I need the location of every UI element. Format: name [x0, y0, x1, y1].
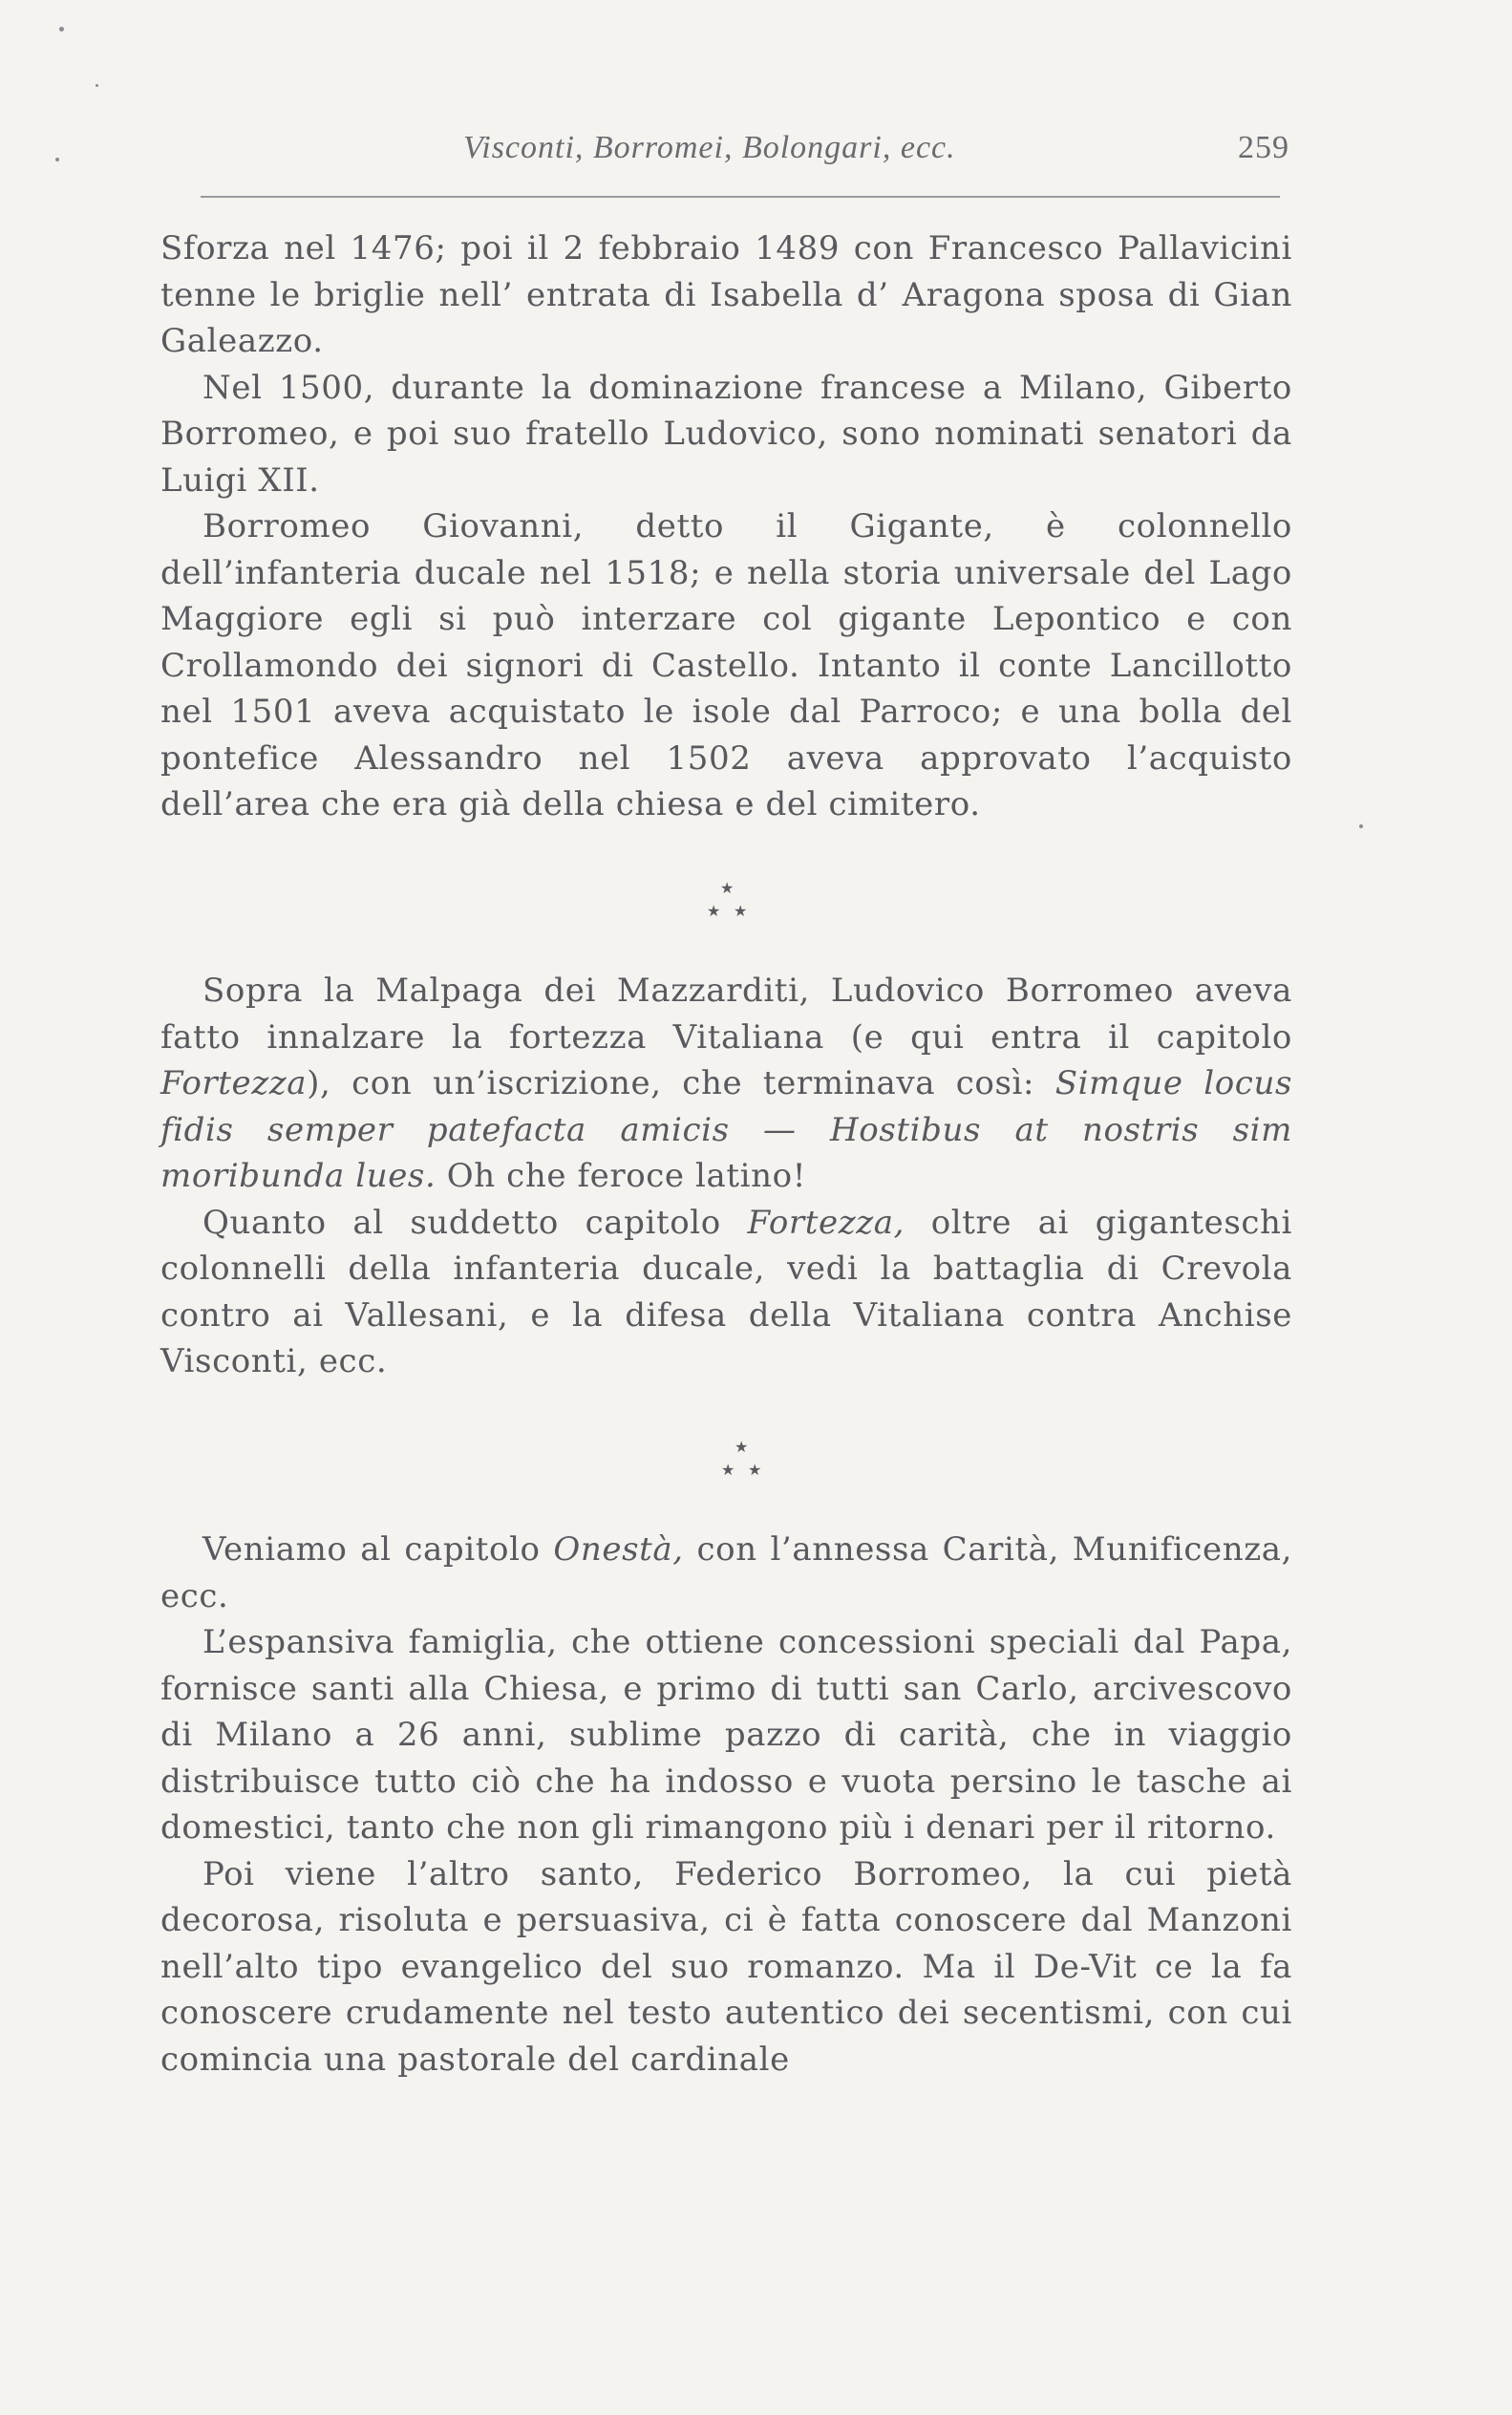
paper-speck: [59, 27, 64, 32]
paper-speck: [1359, 824, 1363, 828]
asterism-star: ★: [734, 902, 748, 920]
text-run: Quanto al suddetto capitolo: [202, 1203, 748, 1242]
paper-speck: [96, 84, 98, 87]
italic-term: Fortezza,: [747, 1203, 905, 1242]
page-number: 259: [1238, 130, 1289, 165]
asterism-star: ★: [748, 1461, 762, 1479]
paragraph: L’espansiva famiglia, che ottiene concessioni speciali dal Papa, fornisce santi alla Chiesa, e primo di tutti san Carlo, arcivescovo di Milano a 26 anni, sublime pazzo di carità, che in viaggio distribuisce tutto ciò che ha indosso e vuota persino le tasche ai domestici, tanto che non gli rimangono più i denari per il ritorno.: [160, 1623, 1292, 1847]
asterism-star: ★: [735, 1438, 749, 1456]
text-run: ), con un’iscrizione, che terminava così:: [307, 1064, 1055, 1102]
text-section-2: [160, 968, 1292, 1385]
paragraph: [160, 968, 1292, 1200]
text-section-3: [160, 1527, 1292, 2083]
latin-inscription: Simque locus fidis semper patefacta amicis — Hostibus at nostris sim moribunda lues.: [160, 1064, 1292, 1195]
asterism-star: ★: [721, 1461, 735, 1479]
asterism-star: ★: [707, 902, 721, 920]
italic-term: Onestà,: [553, 1530, 684, 1569]
text-run: Veniamo al capitolo: [202, 1530, 554, 1569]
paragraph: Nel 1500, durante la dominazione francese a Milano, Giberto Borromeo, e poi suo fratello Ludovico, sono nominati senatori da Luigi XII.: [160, 368, 1292, 500]
page-header: [201, 130, 1289, 178]
paragraph: Sforza nel 1476; poi il 2 febbraio 1489 con Francesco Pallavicini tenne le briglie nell’ entrata di Isabella d’ Aragona sposa di Gian Galeazzo.: [160, 229, 1292, 360]
paragraph: Poi viene l’altro santo, Federico Borromeo, la cui pietà decorosa, risoluta e persuasiva, ci è fatta conoscere dal Manzoni nell’alto tipo evangelico del suo romanzo. Ma il De-Vit ce la fa conoscere crudamente nel testo autentico dei secentismi, con cui comincia una pastorale del cardinale: [160, 1854, 1292, 2079]
paper-speck: [55, 158, 59, 161]
asterism-divider: [697, 879, 755, 936]
text-run: con l’annessa Carità, Munificenza, ecc.: [160, 1530, 1292, 1615]
header-rule: [201, 196, 1280, 198]
text-run: Sopra la Malpaga dei Mazzarditi, Ludovico Borromeo aveva fatto innalzare la fortezza Vitaliana (e qui entra il capitolo: [160, 972, 1292, 1057]
paragraph: Borromeo Giovanni, detto il Gigante, è colonnello dell’infanteria ducale nel 1518; e nella storia universale del Lago Maggiore egli si può interzare col gigante Lepontico e con Crollamondo dei signori di Castello. Intanto il conte Lancillotto nel 1501 aveva acquistato le isole dal Parroco; e una bolla del pontefice Alessandro nel 1502 aveva approvato l’acquisto dell’area che era già della chiesa e del cimitero.: [160, 507, 1292, 823]
text-section-1: [160, 225, 1292, 828]
text-run: Oh che feroce latino!: [436, 1157, 806, 1195]
text-run: oltre ai giganteschi colonnelli della infanteria ducale, vedi la battaglia di Crevola contro ai Vallesani, e la difesa della Vitaliana contra Anchise Visconti, ecc.: [160, 1203, 1293, 1380]
italic-term: Fortezza: [160, 1064, 308, 1102]
asterism-star: ★: [720, 879, 735, 897]
paragraph: [160, 1527, 1292, 1619]
running-title: Visconti, Borromei, Bolongari, ecc.: [463, 130, 956, 165]
asterism-divider: [712, 1438, 769, 1495]
paragraph: [160, 1200, 1292, 1385]
